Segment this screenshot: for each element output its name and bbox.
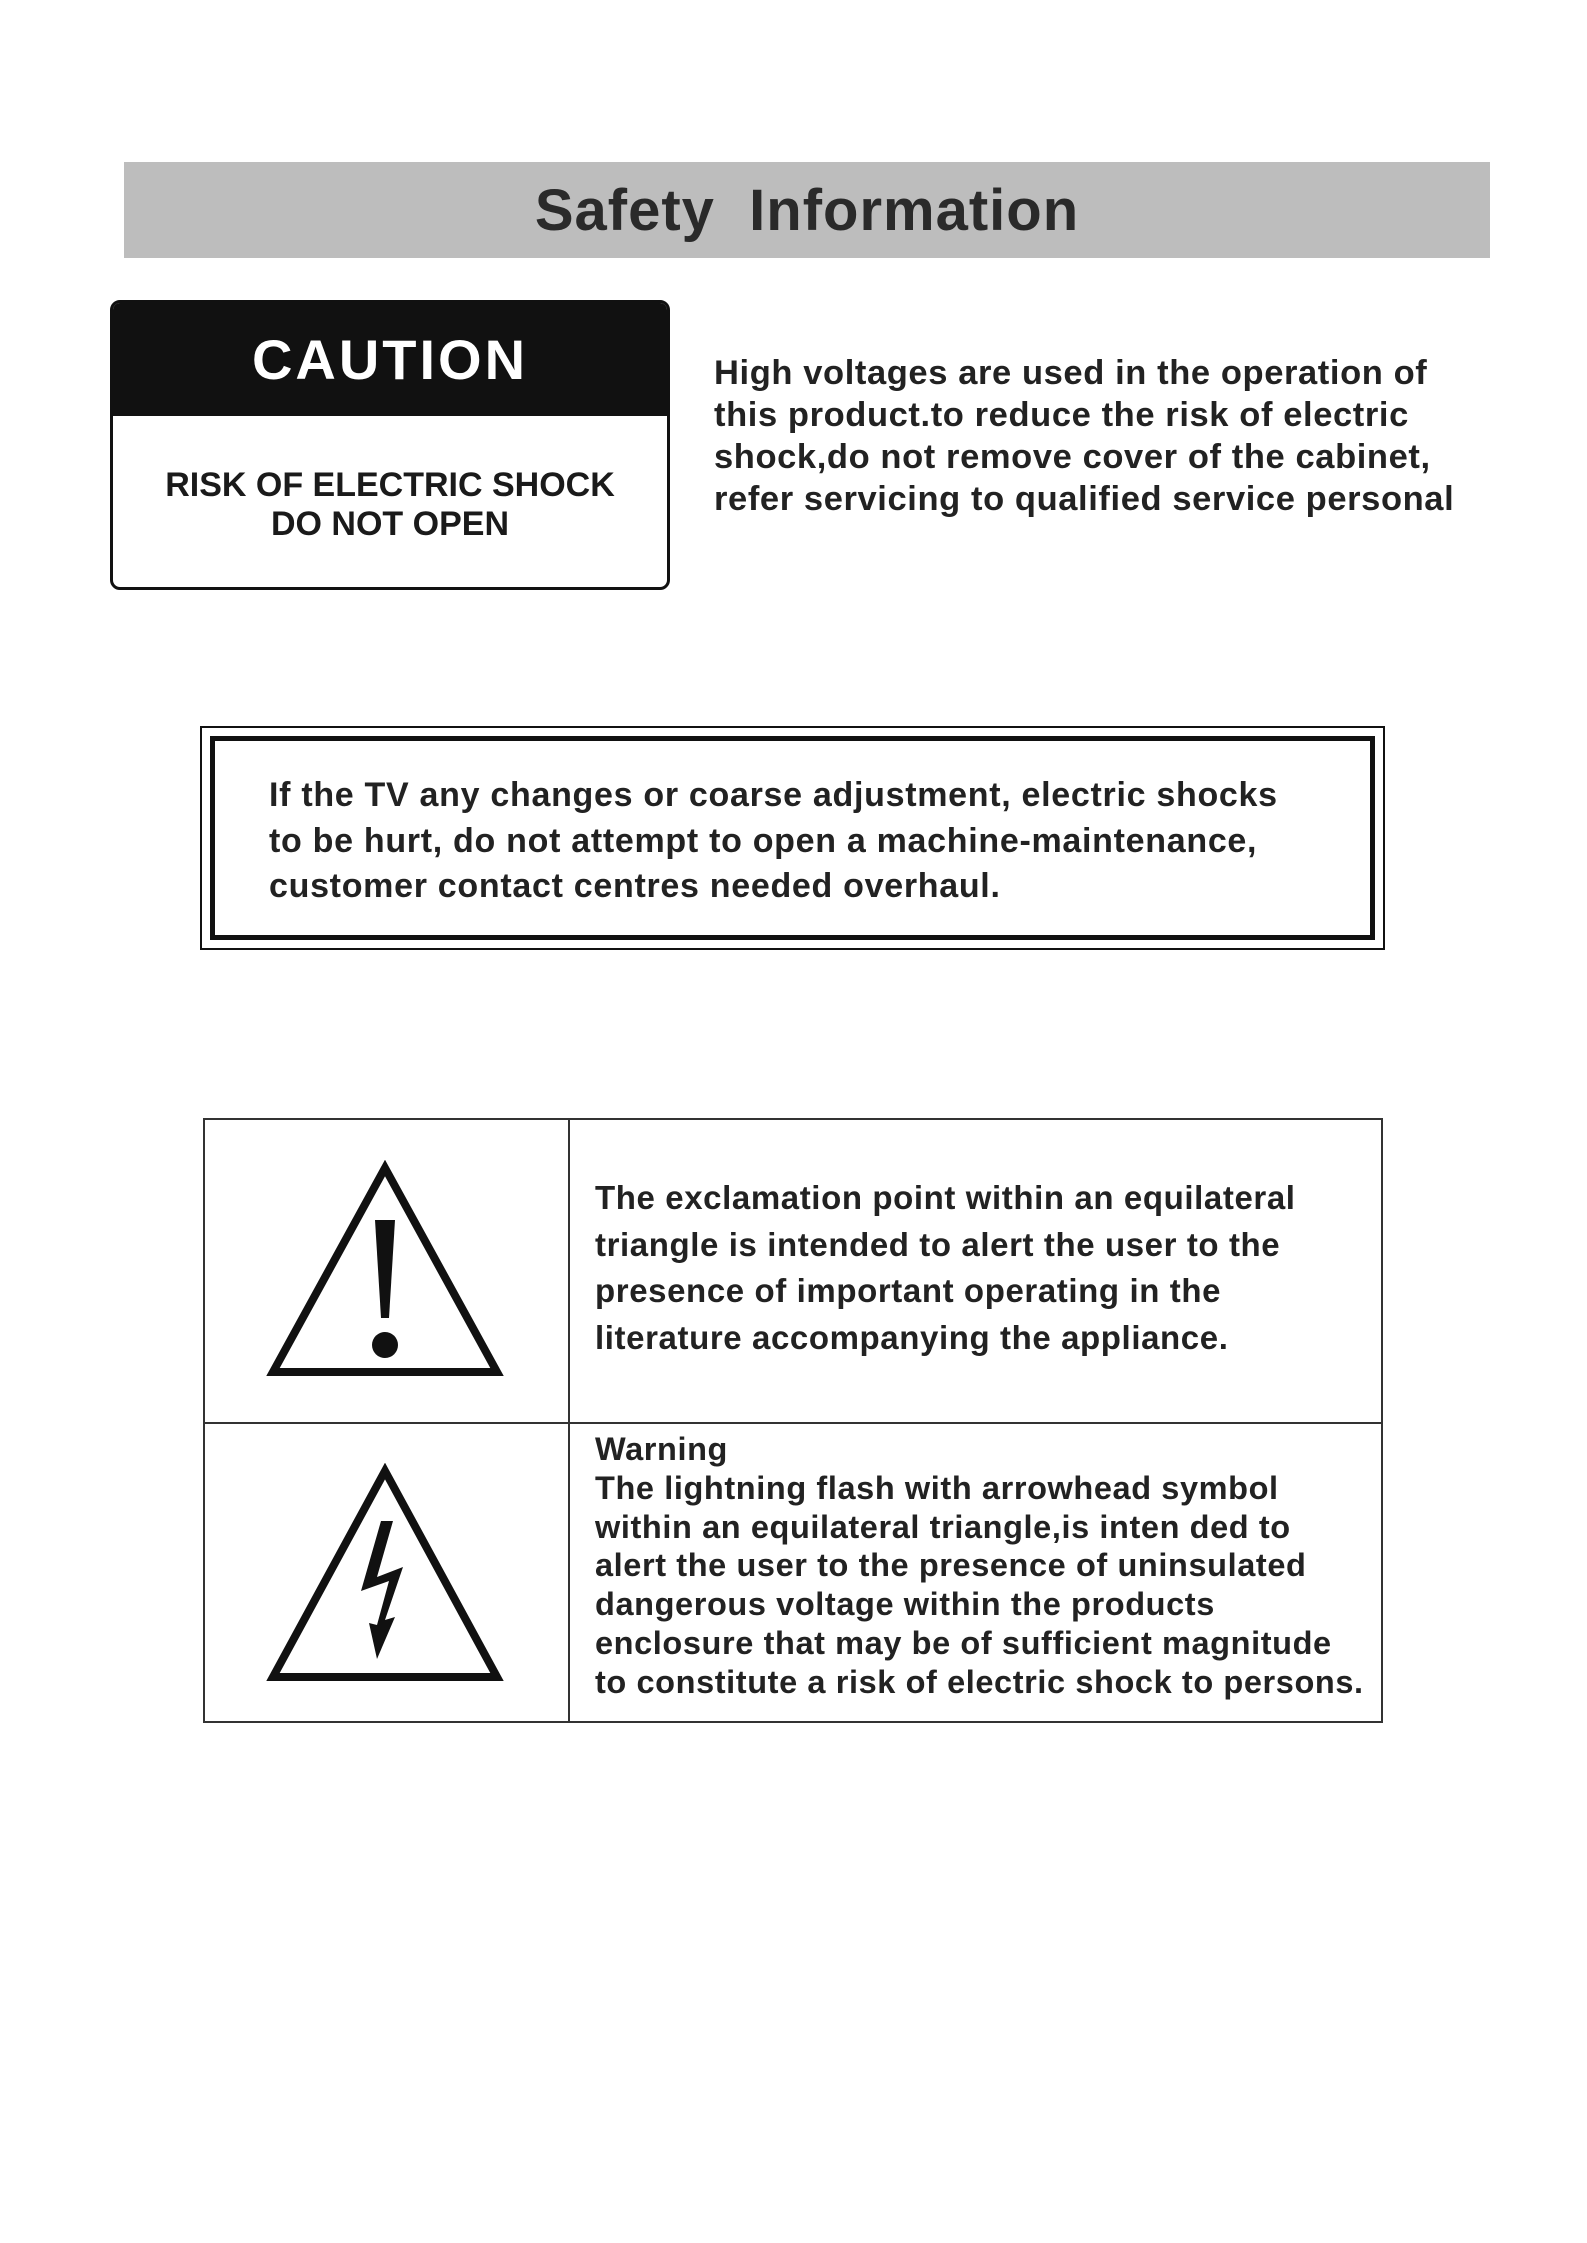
- caution-line: RISK OF ELECTRIC SHOCK: [165, 466, 615, 504]
- symbol-table: [203, 1118, 1383, 1723]
- description-line: enclosure that may be of sufficient magnitude: [595, 1624, 1332, 1661]
- caution-line: DO NOT OPEN: [270, 505, 510, 543]
- description-line: alert the user to the presence of uninsulated: [595, 1547, 1307, 1584]
- boxed-notice-line: to be hurt, do not attempt to open a machine-maintenance,: [269, 821, 1258, 860]
- exclamation-description: [595, 1175, 1296, 1361]
- description-line: The exclamation point within an equilateral: [595, 1179, 1296, 1216]
- exclamation-triangle-icon: [265, 1160, 505, 1380]
- lightning-description: [595, 1430, 1364, 1702]
- caution-body: [113, 416, 667, 544]
- description-line: literature accompanying the appliance.: [595, 1318, 1229, 1356]
- description-line: The lightning flash with arrowhead symbol: [595, 1469, 1279, 1506]
- description-line: within an equilateral triangle,is inten ded to: [595, 1508, 1291, 1545]
- high-voltage-notice: [714, 352, 1494, 520]
- notice-line: High voltages are used in the operation of: [714, 354, 1428, 392]
- notice-line: this product.to reduce the risk of electric: [714, 396, 1409, 434]
- lightning-triangle-icon: [265, 1463, 505, 1685]
- table-divider-vertical: [568, 1120, 570, 1721]
- table-divider-horizontal: [205, 1422, 1381, 1424]
- notice-line: shock,do not remove cover of the cabinet,: [714, 438, 1431, 476]
- description-line: Warning: [595, 1431, 728, 1467]
- caution-label: [110, 300, 670, 590]
- notice-line: refer servicing to qualified service personal: [714, 480, 1455, 518]
- description-line: dangerous voltage within the products: [595, 1586, 1215, 1623]
- description-line: to constitute a risk of electric shock to persons.: [595, 1663, 1364, 1700]
- title-bar: [124, 162, 1490, 258]
- caution-heading-bar: [113, 303, 667, 416]
- boxed-notice-line: customer contact centres needed overhaul.: [269, 867, 1001, 905]
- page-title: Safety Information: [534, 177, 1080, 243]
- boxed-notice-line: If the TV any changes or coarse adjustment, electric shocks: [269, 776, 1278, 814]
- caution-heading: CAUTION: [251, 328, 529, 391]
- boxed-notice: [269, 773, 1278, 910]
- description-line: presence of important operating in the: [595, 1272, 1222, 1309]
- description-line: triangle is intended to alert the user to the: [595, 1225, 1281, 1263]
